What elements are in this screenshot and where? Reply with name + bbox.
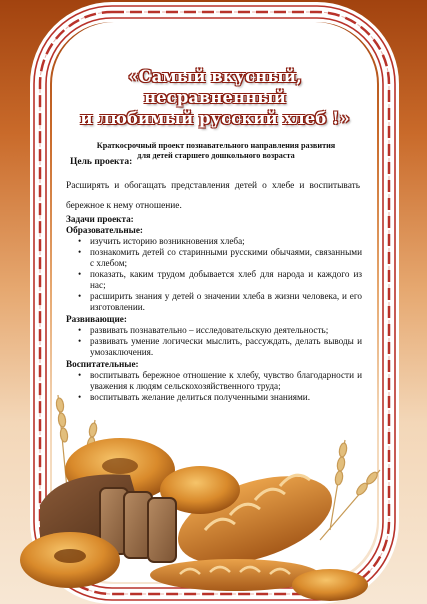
subtitle-line-1: Краткосрочный проект познавательного направления развития	[96, 141, 336, 150]
page-title	[60, 66, 370, 129]
section-heading-educational: Образовательные:	[66, 225, 143, 235]
list-item: • развивать умение логически мыслить, рассуждать, делать выводы и умозаключения.	[90, 336, 362, 358]
list-item: • воспитывать желание делиться полученными знаниями.	[90, 392, 362, 403]
subtitle-line-2: для детей старшего дошкольного возраста	[137, 151, 295, 160]
tasks-block	[66, 214, 362, 404]
list-item: • расширить знания у детей о значении хлеба в жизни человека, и его изготовлении.	[90, 291, 362, 313]
list-item: • изучить историю возникновения хлеба;	[90, 236, 362, 247]
list-item: • показать, каким трудом добывается хлеб для народа и каждого из нас;	[90, 269, 362, 291]
list-item: • познакомить детей со старинными русскими обычаями, связанными с хлебом;	[90, 247, 362, 269]
goal-heading: Цель проекта:	[70, 157, 133, 167]
list-item: • развивать познавательно – исследовательскую деятельность;	[90, 325, 362, 336]
section-heading-developing: Развивающие:	[66, 314, 127, 324]
title-line-1: «Самый вкусный, несравненный	[128, 67, 302, 107]
section-heading-upbringing: Воспитательные:	[66, 359, 139, 369]
developing-list	[66, 325, 362, 358]
goal-text: Расширять и обогащать представления детей о хлебе и воспитывать бережное к нему отношение.	[66, 181, 360, 211]
list-item: • воспитывать бережное отношение к хлебу, чувство благодарности и уважения к людям сельскохозяйственного труда;	[90, 370, 362, 392]
tasks-heading: Задачи проекта:	[66, 214, 134, 224]
educational-list	[66, 236, 362, 313]
upbringing-list	[66, 370, 362, 403]
title-line-2: и любимый русский хлеб !»	[80, 109, 350, 128]
